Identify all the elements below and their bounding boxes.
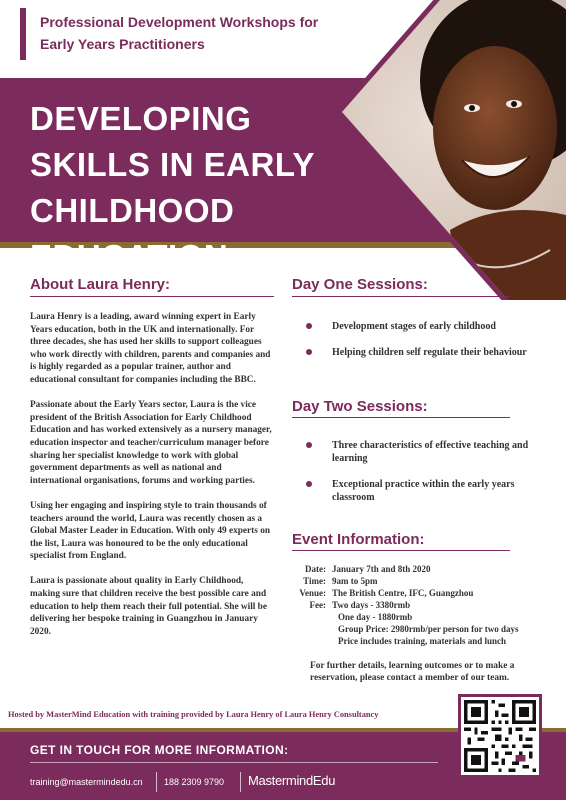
day-one-list [303, 320, 533, 372]
event-venue-value: The British Centre, IFC, Guangzhou [332, 588, 474, 598]
hero-title [30, 96, 390, 280]
event-time-row [298, 575, 562, 587]
event-venue-label: Venue: [299, 588, 326, 598]
list-item: Helping children self regulate their behaviour [303, 346, 533, 359]
list-item: Exceptional practice within the early years classroom [303, 478, 533, 504]
about-paragraph: Laura Henry is a leading, award winning expert in Early Years education, both in the UK and internationally. For three decades, she has used her skills to support colleagues who work directly with children, parents and companies and is highly regarded as a popular trainer, author and educational consultant for companies including the BBC. [30, 312, 271, 385]
header-title-line-2: Early Years Practitioners [40, 36, 205, 52]
event-fee-value: Two days - 3380rmb [332, 600, 411, 610]
day-two-heading-rule [292, 417, 510, 418]
event-fee-extra: Group Price: 2980rmb/per person for two days [338, 624, 519, 634]
about-body [30, 311, 274, 651]
hosted-by-line: Hosted by MasterMind Education with training provided by Laura Henry of Laura Henry Consultancy [8, 710, 379, 719]
brand-logo-text: MastermindEdu [248, 773, 336, 788]
header-title-line-1: Professional Development Workshops for [40, 14, 319, 30]
event-time-label: Time: [303, 576, 326, 586]
event-details [298, 563, 562, 647]
header-accent-bar [20, 8, 26, 60]
contact-divider [240, 772, 241, 792]
event-fee-label: Fee: [309, 600, 326, 610]
event-date-row [298, 563, 562, 575]
event-fee-row [298, 599, 562, 611]
hero-title-line: SKILLS IN EARLY [30, 146, 315, 183]
event-heading-rule [292, 550, 510, 551]
day-one-heading: Day One Sessions: [292, 276, 428, 293]
qr-code-graphic [464, 700, 536, 772]
footer-cta-rule [30, 762, 438, 763]
event-fee-extra: Price includes training, materials and lunch [338, 636, 507, 646]
list-item: Three characteristics of effective teaching and learning [303, 439, 533, 465]
contact-divider [156, 772, 157, 792]
event-time-value: 9am to 5pm [332, 576, 378, 586]
list-item: Development stages of early childhood [303, 320, 533, 333]
about-paragraph: Passionate about the Early Years sector, Laura is the vice president of the British Association for Early Childhood Education and has worked extensively as a nursery manager, education inspector and teacher/curriculum manager before sharing her specialist knowledge to work with global government departments as well as national and international organisations, forums and working parties. [30, 400, 272, 486]
footer-cta: GET IN TOUCH FOR MORE INFORMATION: [30, 743, 289, 757]
hero-title-line: CHILDHOOD EDUCATION [30, 192, 235, 275]
contact-email[interactable]: training@mastermindedu.cn [30, 777, 143, 787]
about-paragraph: Laura is passionate about quality in Early Childhood, making sure that children receive the best possible care and education to help them reach their full potential. She will be delivering her bespoke training in Guangzhou in January 2020. [30, 576, 267, 637]
event-date-label: Date: [305, 564, 326, 574]
contact-phone[interactable]: 188 2309 9790 [164, 777, 225, 787]
about-paragraph: Using her engaging and inspiring style to train thousands of teachers around the world, Laura was recently chosen as a Global Master Leader in Education. With only 49 experts on the list, Laura was honoured to be the only educational specialist from England. [30, 500, 271, 562]
about-heading-rule [30, 296, 274, 297]
event-venue-row [298, 587, 562, 599]
event-fee-extra: One day - 1880rmb [338, 612, 413, 622]
event-contact-note: For further details, learning outcomes or to make a reservation, please contact a member of our team. [310, 661, 515, 684]
event-heading: Event Information: [292, 531, 425, 548]
day-two-heading: Day Two Sessions: [292, 398, 428, 415]
hero-title-line: DEVELOPING [30, 100, 252, 137]
day-one-heading-rule [292, 296, 510, 297]
event-date-value: January 7th and 8th 2020 [332, 564, 431, 574]
qr-code[interactable] [458, 694, 542, 778]
about-heading: About Laura Henry: [30, 276, 171, 293]
day-two-list [303, 439, 533, 517]
